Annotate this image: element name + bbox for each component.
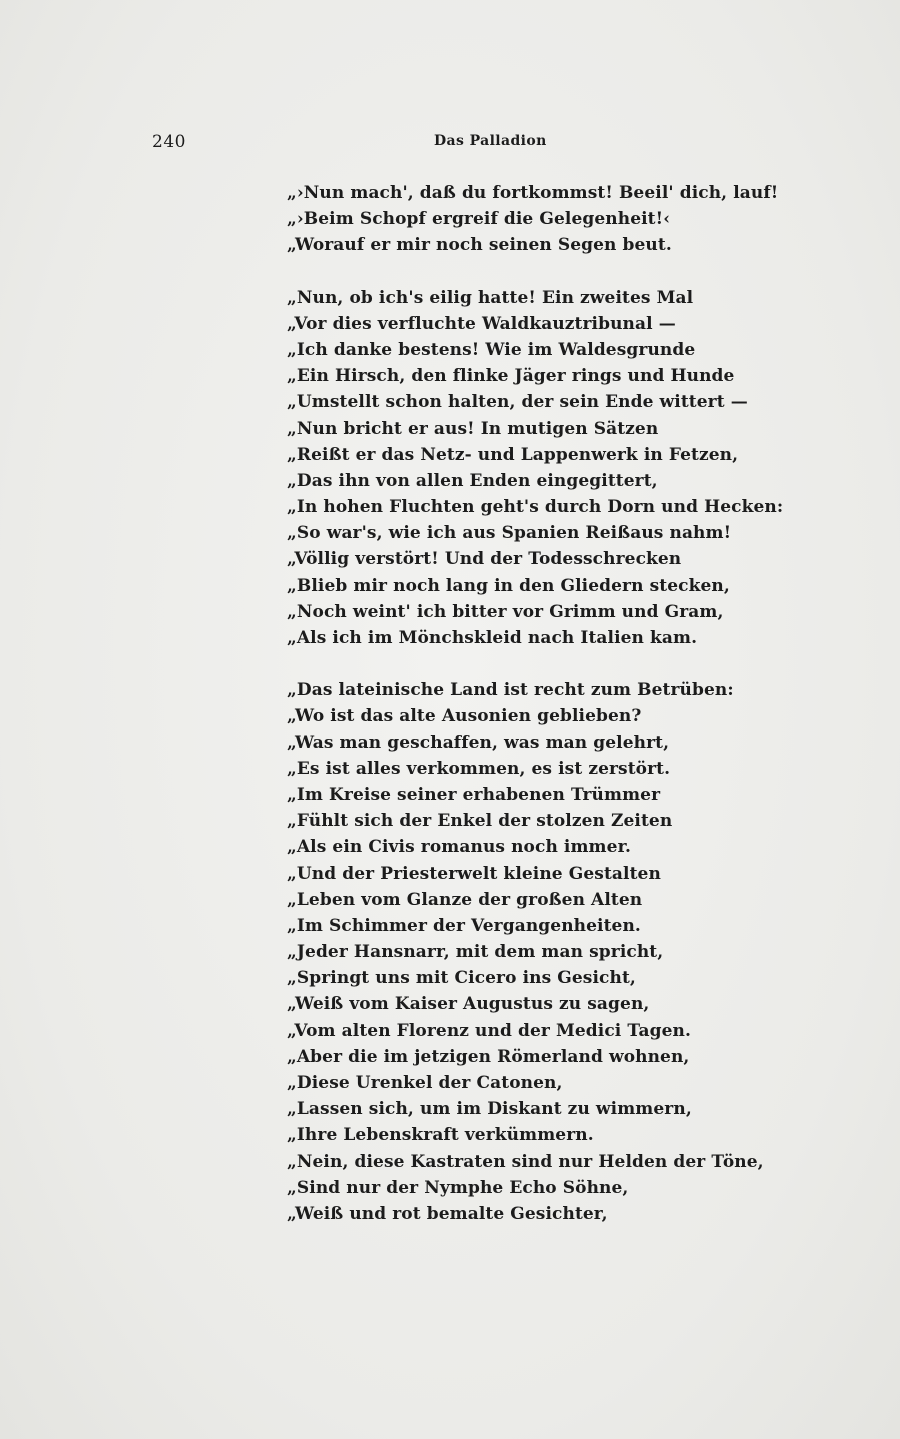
poem-line: „Lassen sich, um im Diskant zu wimmern, xyxy=(287,1099,692,1120)
poem-line: „Das ihn von allen Enden eingegittert, xyxy=(287,470,658,491)
page-header xyxy=(152,132,752,156)
poem-line: „Im Kreise seiner erhabenen Trümmer xyxy=(287,784,661,805)
poem-line: „Was man geschaffen, was man gelehrt, xyxy=(287,732,670,753)
poem-line: „Springt uns mit Cicero ins Gesicht, xyxy=(287,968,636,989)
poem-line: „Im Schimmer der Vergangenheiten. xyxy=(287,915,641,936)
poem-line: „Ein Hirsch, den flinke Jäger rings und Hunde xyxy=(287,366,735,387)
poem-line: „Leben vom Glanze der großen Alten xyxy=(287,889,643,910)
poem-line: „Blieb mir noch lang in den Gliedern stecken, xyxy=(287,575,730,596)
poem-line: „Als ich im Mönchskleid nach Italien kam. xyxy=(287,628,698,648)
poem-line: „Fühlt sich der Enkel der stolzen Zeiten xyxy=(287,811,673,832)
poem-line: „Ihre Lebenskraft verkümmern. xyxy=(287,1125,594,1146)
poem-line: „Nun, ob ich's eilig hatte! Ein zweites Mal xyxy=(287,287,694,308)
poem-line: „Noch weint' ich bitter vor Grimm und Gram, xyxy=(287,601,724,622)
poem-line: „Ich danke bestens! Wie im Waldesgrunde xyxy=(287,339,696,360)
poem-line: „So war's, wie ich aus Spanien Reißaus nahm! xyxy=(287,523,732,544)
poem-line: „Reißt er das Netz- und Lappenwerk in Fetzen, xyxy=(287,444,739,465)
poem-line: „In hohen Fluchten geht's durch Dorn und Hecken: xyxy=(287,497,784,518)
poem-body xyxy=(287,180,784,1227)
poem-line: „Es ist alles verkommen, es ist zerstört. xyxy=(287,758,671,779)
stanza xyxy=(287,180,779,259)
poem-line: „Sind nur der Nymphe Echo Söhne, xyxy=(287,1177,629,1198)
poem-line: „Völlig verstört! Und der Todesschrecken xyxy=(287,549,682,570)
poem-line: „Aber die im jetzigen Römerland wohnen, xyxy=(287,1046,690,1067)
poem-line: „Nein, diese Kastraten sind nur Helden der Töne, xyxy=(287,1151,764,1172)
poem-line: „Nun bricht er aus! In mutigen Sätzen xyxy=(287,418,659,439)
poem-line: „Diese Urenkel der Catonen, xyxy=(287,1073,563,1093)
poem-line: „Weiß vom Kaiser Augustus zu sagen, xyxy=(287,994,650,1015)
poem-line: „Vom alten Florenz und der Medici Tagen. xyxy=(287,1020,691,1041)
poem-line: „Das lateinische Land ist recht zum Betrüben: xyxy=(287,680,734,701)
poem-line: „Als ein Civis romanus noch immer. xyxy=(287,837,632,858)
poem-line: „Jeder Hansnarr, mit dem man spricht, xyxy=(287,942,664,963)
poem-line: „Weiß und rot bemalte Gesichter, xyxy=(287,1203,608,1224)
poem-line: „›Beim Schopf ergreif die Gelegenheit!‹ xyxy=(287,209,671,230)
poem-line: „Vor dies verfluchte Waldkauztribunal — xyxy=(287,313,676,334)
poem-line: „›Nun mach', daß du fortkommst! Beeil' dich, lauf! xyxy=(287,183,779,203)
poem-line: „Und der Priesterwelt kleine Gestalten xyxy=(287,863,661,884)
poem-line: „Umstellt schon halten, der sein Ende wittert — xyxy=(287,392,748,413)
page-number: 240 xyxy=(152,132,186,152)
poem-line: „Worauf er mir noch seinen Segen beut. xyxy=(287,235,672,256)
poem-line: „Wo ist das alte Ausonien geblieben? xyxy=(287,706,642,727)
stanza xyxy=(287,285,784,652)
stanza xyxy=(287,677,764,1227)
running-title: Das Palladion xyxy=(434,133,547,149)
